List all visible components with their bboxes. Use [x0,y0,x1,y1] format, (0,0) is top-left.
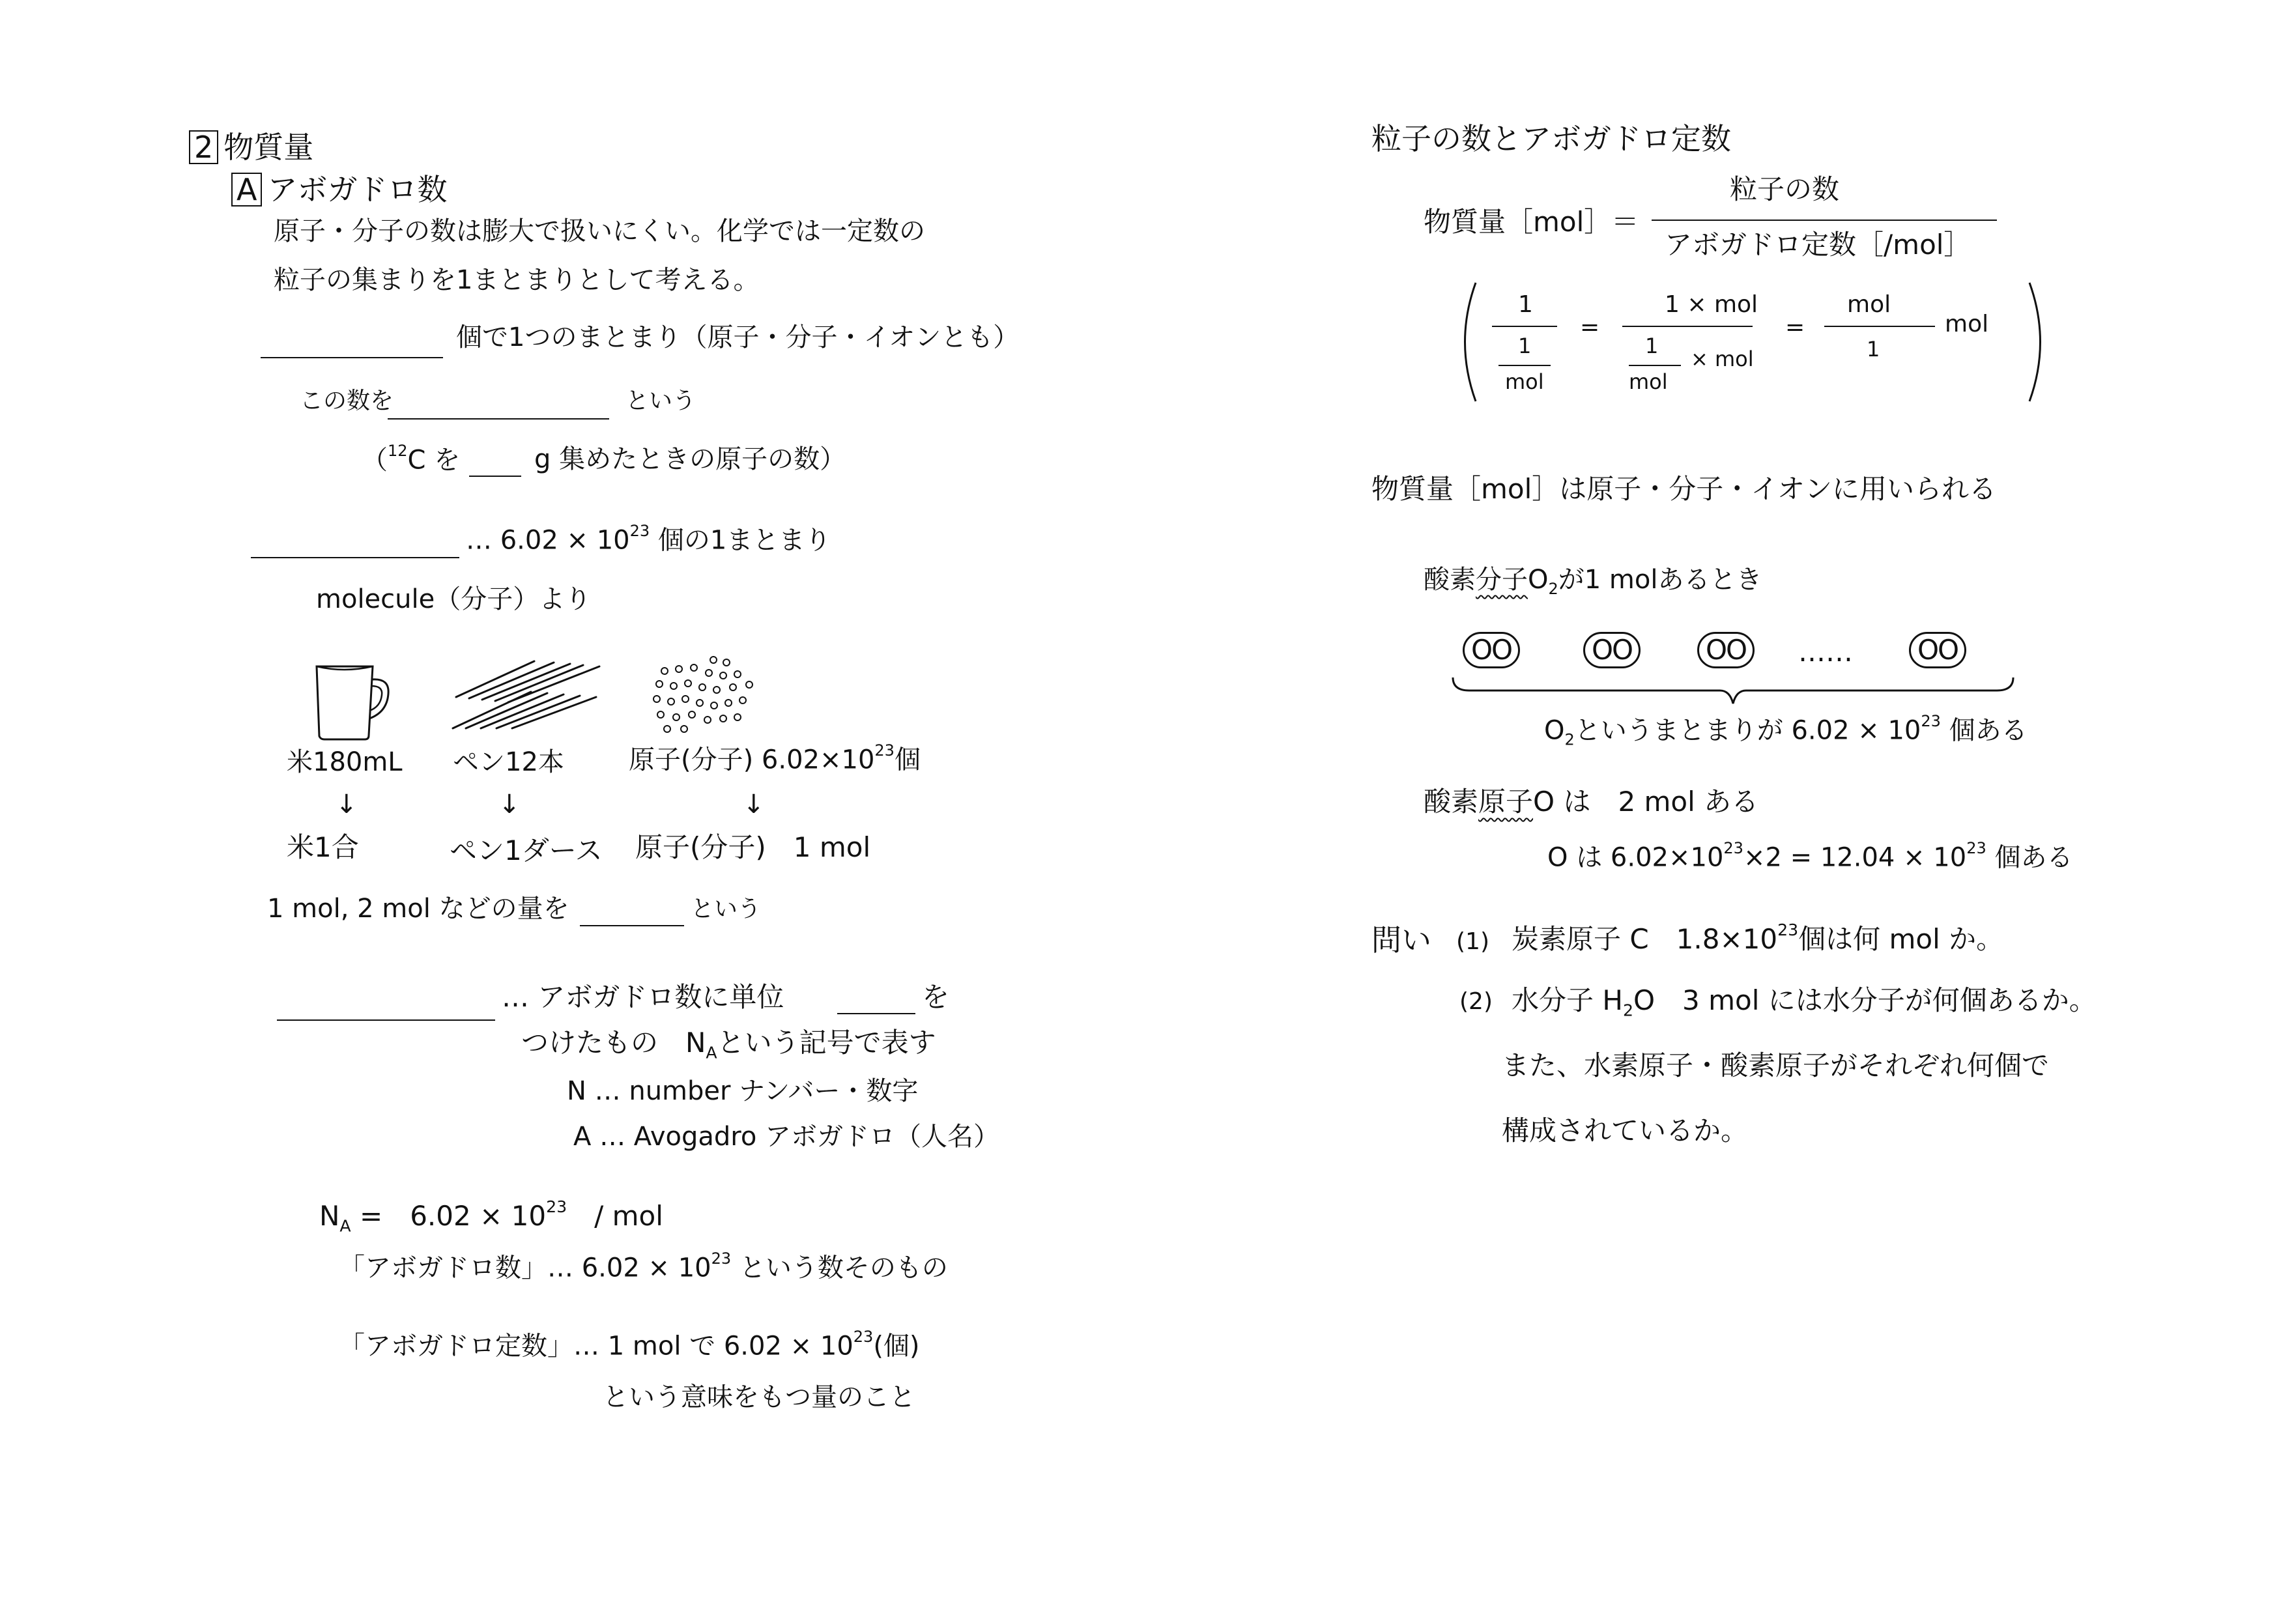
atom-bottom-label: 原子(分子) 1 mol [635,831,871,863]
atom-top-label: 原子(分子) $6.02\times 10^{23}$個 [629,741,921,775]
question-1-number: (1) [1456,928,1489,955]
avogadro-const-def-2: を [922,981,950,1013]
measuring-cup-icon [311,661,396,743]
avogadro-number-note: 「アボガドロ数」… $6.02 \times 10^{23}$ という数そのもの [339,1249,948,1283]
pen-bottom-label: ペン1ダース [450,834,603,866]
blank-dozen [261,357,443,358]
o2-molecule-icon: OO [1463,632,1520,668]
left-paren-icon [1453,280,1479,404]
unit-den-1: 1 [1518,334,1532,358]
avogadro-constant-note-2: という意味をもつ量のこと [603,1382,915,1412]
unit-bar-1b [1498,365,1551,366]
o2-count-line: $O_2$というまとまりが $6.02 \times 10^{23}$ 個ある [1544,712,2028,749]
formula-numerator: 粒子の数 [1730,173,1840,205]
o2-molecule-icon: OO [1583,632,1641,668]
intro-line-2: 粒子の集まりを1まとまりとして考える。 [274,265,760,295]
fraction-bar [1652,220,1997,221]
question-2-line-3: 構成されているか。 [1502,1115,1749,1147]
unit-den-2-x-mol: × mol [1691,347,1754,371]
this-number-pre: この数を [300,388,394,414]
unit-eq-2: = [1785,314,1805,341]
unit-result: mol [1945,311,1989,337]
used-for-line: 物質量［mol］は原子・分子・イオンに用いられる [1371,473,1997,505]
avogadro-const-def-1: … アボガドロ数に単位 [502,981,784,1013]
this-number-post: という [625,388,696,414]
unit-eq-1: = [1580,314,1600,341]
underbrace-icon [1450,674,2016,707]
unit-bar-3 [1824,326,1935,327]
nA-equation: $N_A$ = $6.02 \times 10^{23}$ / mol [319,1197,663,1236]
unit-den-2-one: 1 [1645,334,1659,358]
section-title: 物質量 [223,130,314,165]
n-meaning: N … number ナンバー・数字 [567,1076,919,1106]
blank-avogadro-number [388,418,609,420]
unit-num-3: mol [1847,291,1891,318]
rice-bottom-label: 米1合 [287,831,359,863]
intro-line-1: 原子・分子の数は膨大で扱いにくい。化学では一定数の [274,216,925,246]
blank-unit [837,1013,915,1014]
o2-one-mol: 酸素分子$O_2$が1 molあるとき [1424,565,1762,598]
section-heading [189,130,313,164]
mol-definition-line: … $6.02 \times 10^{23}$ 個の1まとまり [466,522,831,556]
carbon12-line: （$^{12}$C を [362,442,461,476]
rice-top-label: 米180mL [287,747,403,777]
unit-den-3: 1 [1867,337,1880,362]
molecule-origin: molecule（分子）より [316,584,592,614]
mol-amount-post: という [691,896,762,922]
unit-bar-2 [1622,326,1753,327]
a-meaning: A … Avogadro アボガドロ（人名） [573,1122,1000,1152]
o2-molecule-icon: OO [1697,632,1755,668]
question-1: 炭素原子 C $1.8\times 10^{23}$個は何 mol か。 [1512,920,2004,955]
group-line: 個で1つのまとまり（原子・分子・イオンとも） [456,322,1020,352]
blank-carbon-grams [469,476,521,477]
particles-icon [652,655,759,733]
mol-amount-pre: 1 mol, 2 mol などの量を [267,894,569,924]
formula-denominator: アボガドロ定数［/mol］ [1665,229,1971,261]
unit-num-2: 1 × mol [1665,291,1758,318]
question-label: 問い [1371,922,1431,958]
question-2: 水分子 $H_2O$ 3 mol には水分子が何個あるか。 [1512,984,2097,1020]
ellipsis: …… [1798,636,1853,668]
blank-mol [251,557,459,558]
blank-amount-of-substance [580,925,684,926]
subsection-label: A [231,173,262,207]
unit-num-1: 1 [1518,291,1533,318]
o2-molecule-icon: OO [1909,632,1966,668]
question-2-line-2: また、水素原子・酸素原子がそれぞれ何個で [1502,1049,2050,1081]
subsection-heading [231,173,447,207]
arrow-down-icon: ↓ [336,790,358,819]
arrow-down-icon: ↓ [498,790,521,819]
right-paren-icon [2026,280,2052,404]
formula-lhs: 物質量［mol］＝ [1424,206,1639,238]
question-2-number: (2) [1459,988,1493,1015]
unit-bar-2b [1629,365,1681,366]
unit-den-1-mol: mol [1505,369,1544,394]
unit-den-2-mol: mol [1629,369,1668,394]
avogadro-const-def-3: つけたもの $N_A$という記号で表す [521,1027,936,1062]
pens-icon [450,658,609,733]
o-atom-two-mol: 酸素原子O は 2 mol ある [1424,786,1759,818]
unit-bar-1 [1492,326,1557,327]
blank-avogadro-constant [277,1019,495,1021]
section-number: 2 [189,130,218,164]
avogadro-constant-note: 「アボガドロ定数」… 1 mol で $6.02 \times 10^{23}$(個) [339,1328,920,1361]
o-atom-calc: O は $6.02\times 10^{23}\times 2 = 12.04 \times 10^{23}$ 個ある [1547,839,2073,873]
pen-top-label: ペン12本 [453,747,564,777]
carbon12-post: g 集めたときの原子の数） [534,444,846,474]
subsection-title: アボガドロ数 [267,172,448,207]
arrow-down-icon: ↓ [743,790,765,819]
right-heading: 粒子の数とアボガドロ定数 [1371,121,1731,156]
